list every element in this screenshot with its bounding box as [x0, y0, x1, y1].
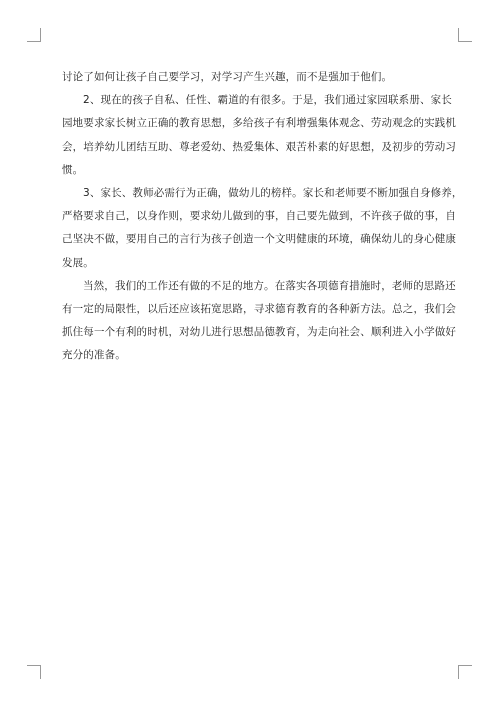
text-line: 园地要求家长树立正确的教育思想，多给孩子有利增强集体观念、劳动观念的实践机	[62, 117, 457, 130]
text-line: 2、现在的孩子自私、任性、霸道的有很多。于是，我们通过家园联系册、家长	[83, 94, 452, 107]
text-line: 讨论了如何让孩子自己要学习，对学习产生兴趣，而不是强加于他们。	[62, 71, 393, 83]
corner-mark-bottom-left	[27, 665, 41, 679]
text-line: 当然，我们的工作还有做的不足的地方。在落实各项德育措施时，老师的思路还	[83, 279, 456, 292]
text-line: 3、家长、教师必需行为正确，做幼儿的榜样。家长和老师要不断加强自身修养，	[83, 187, 463, 200]
text-line: 己坚决不做，要用自己的言行为孩子创造一个文明健康的环境，确保幼儿的身心健康	[62, 233, 457, 246]
text-line: 抓住每一个有利的时机，对幼儿进行思想品德教育，为走向社会、顺利进入小学做好	[62, 326, 457, 339]
text-line: 会，培养幼儿团结互助、尊老爱幼、热爱集体、艰苦朴素的好思想，及初步的劳动习	[62, 140, 457, 153]
text-line: 有一定的局限性，以后还应该拓宽思路，寻求德育教育的各种新方法。总之，我们会	[62, 303, 457, 316]
text-line: 严格要求自己，以身作则，要求幼儿做到的事，自己要先做到，不许孩子做的事，自	[62, 210, 457, 223]
text-line: 惯。	[62, 163, 84, 176]
document-body	[62, 66, 463, 368]
corner-mark-top-right	[458, 28, 472, 42]
text-line: 充分的准备。	[62, 349, 126, 362]
text-line: 发展。	[62, 256, 94, 269]
corner-mark-top-left	[27, 28, 41, 42]
corner-mark-bottom-right	[458, 665, 472, 679]
